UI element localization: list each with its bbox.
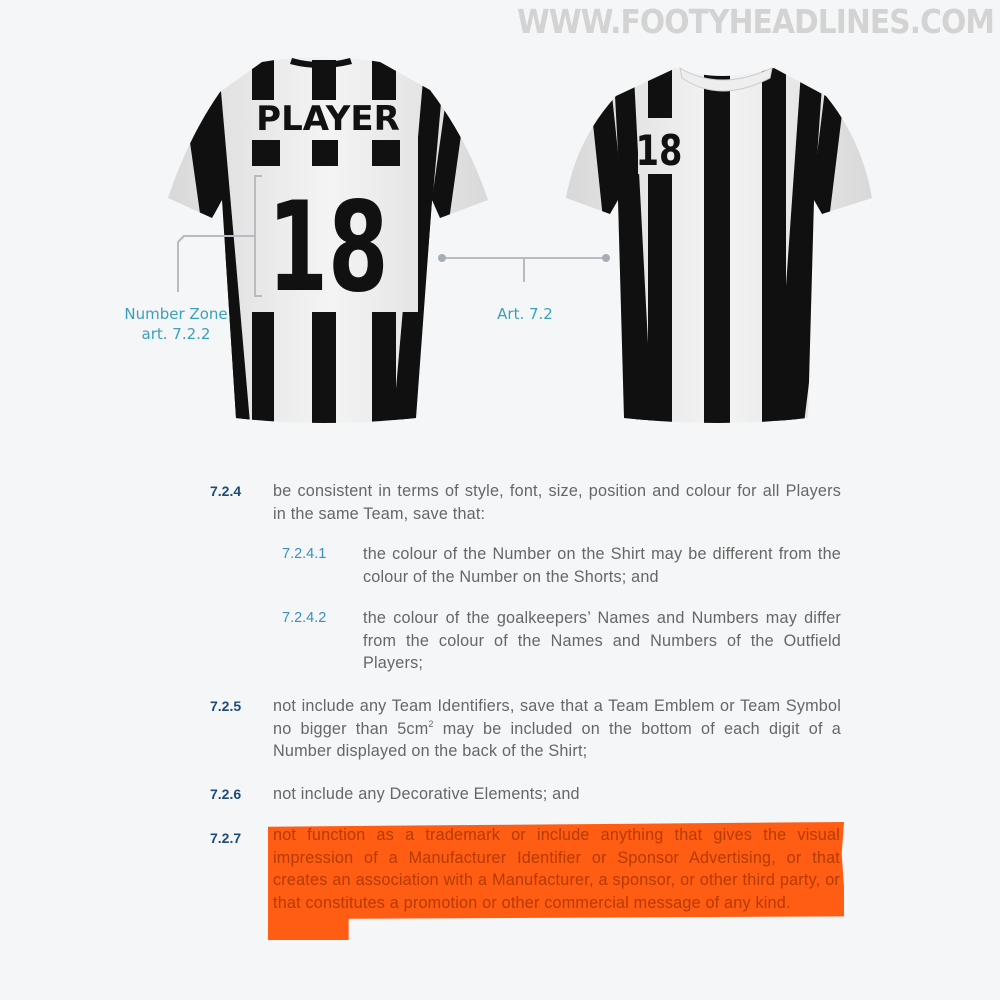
clause-7-2-5-sup: 2 xyxy=(428,718,434,729)
front-shirt xyxy=(560,60,880,430)
back-number: 18 xyxy=(267,176,389,321)
number-zone-label-line1: Number Zone xyxy=(124,305,228,323)
clause-7-2-5-text-after: may be included on the bottom of each digit of a Number displayed on the back of the Shirt; xyxy=(273,719,841,760)
clause-7-2-5-text xyxy=(273,695,841,763)
clause-7-2-7-number: 7.2.7 xyxy=(210,830,242,846)
clause-7-2-7-highlight xyxy=(268,822,844,940)
clause-7-2-4-number: 7.2.4 xyxy=(210,483,242,499)
clause-7-2-6-number: 7.2.6 xyxy=(210,786,242,802)
clause-7-2-4-1-number: 7.2.4.1 xyxy=(282,546,327,562)
clause-7-2-4-2-text: the colour of the goalkeepers’ Names and Numbers may differ from the colour of the Names and Numbers of the Outfield Players; xyxy=(363,609,841,672)
back-name: PLAYER xyxy=(256,99,400,139)
clause-7-2-4-1-text: the colour of the Number on the Shirt may be different from the colour of the Number on the Shorts; and xyxy=(363,545,841,586)
clause-7-2-5-text-before: not include any Team Identifiers, save that a Team Emblem or Team Symbol no bigger than 5cm xyxy=(273,697,841,738)
number-zone-label-line2: art. 7.2.2 xyxy=(141,325,211,343)
clause-7-2-4-2-number: 7.2.4.2 xyxy=(282,610,327,626)
jerseys-illustration xyxy=(0,0,1000,440)
clause-7-2-7-text: not function as a trademark or include anything that gives the visual impression of a Manufacturer Identifier or Sponsor Advertising, or that creates an association with a Manufacturer, a sponsor, or other third party, or that constitutes a promotion or other commercial message of any kind. xyxy=(273,826,840,912)
number-zone-label xyxy=(118,304,234,344)
art-connector xyxy=(438,254,610,282)
front-number: 18 xyxy=(635,126,683,175)
jersey-figure xyxy=(0,0,1000,440)
clause-7-2-6-text: not include any Decorative Elements; and xyxy=(273,785,580,803)
clause-7-2-5-number: 7.2.5 xyxy=(210,698,242,714)
art-label: Art. 7.2 xyxy=(497,305,553,323)
watermark: WWW.FOOTYHEADLINES.COM xyxy=(516,2,994,41)
clause-7-2-4-text: be consistent in terms of style, font, size, position and colour for all Players in the same Team, save that: xyxy=(273,482,841,523)
